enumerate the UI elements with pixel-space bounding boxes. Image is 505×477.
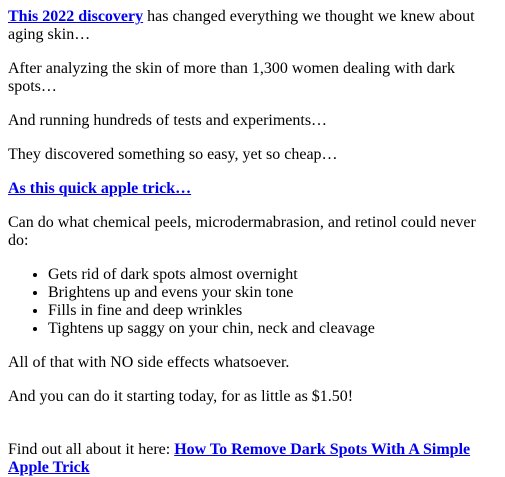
benefit-item: • Gets rid of dark spots almost overnight [48, 266, 497, 284]
find-out-text: Find out all about it here: [8, 441, 175, 458]
find-out-paragraph [8, 441, 497, 477]
intro-text: has changed everything we thought we knew about aging skin… [8, 8, 475, 43]
tests-paragraph: And running hundreds of tests and experiments… [8, 112, 328, 129]
discovery-link[interactable]: This 2022 discovery [8, 8, 144, 25]
benefit-item: • Fills in fine and deep wrinkles [48, 302, 497, 320]
benefits-list [8, 266, 497, 338]
no-side-effects-paragraph: All of that with NO side effects whatsoever. [8, 354, 290, 371]
spacer [8, 422, 497, 441]
apple-trick-paragraph [8, 180, 497, 198]
price-paragraph: And you can do it starting today, for as little as $1.50! [8, 388, 354, 405]
discovered-paragraph: They discovered something so easy, yet so cheap… [8, 146, 338, 163]
can-do-paragraph: Can do what chemical peels, microdermabrasion, and retinol could never do: [8, 214, 476, 249]
remove-dark-spots-link[interactable]: How To Remove Dark Spots With A Simple Apple Trick [8, 441, 471, 476]
apple-trick-link[interactable]: As this quick apple trick… [8, 180, 192, 197]
benefit-item: • Tightens up saggy on your chin, neck and cleavage [48, 320, 497, 338]
intro-paragraph [8, 8, 497, 44]
benefit-item: • Brightens up and evens your skin tone [48, 284, 497, 302]
analysis-paragraph: After analyzing the skin of more than 1,300 women dealing with dark spots… [8, 60, 455, 95]
